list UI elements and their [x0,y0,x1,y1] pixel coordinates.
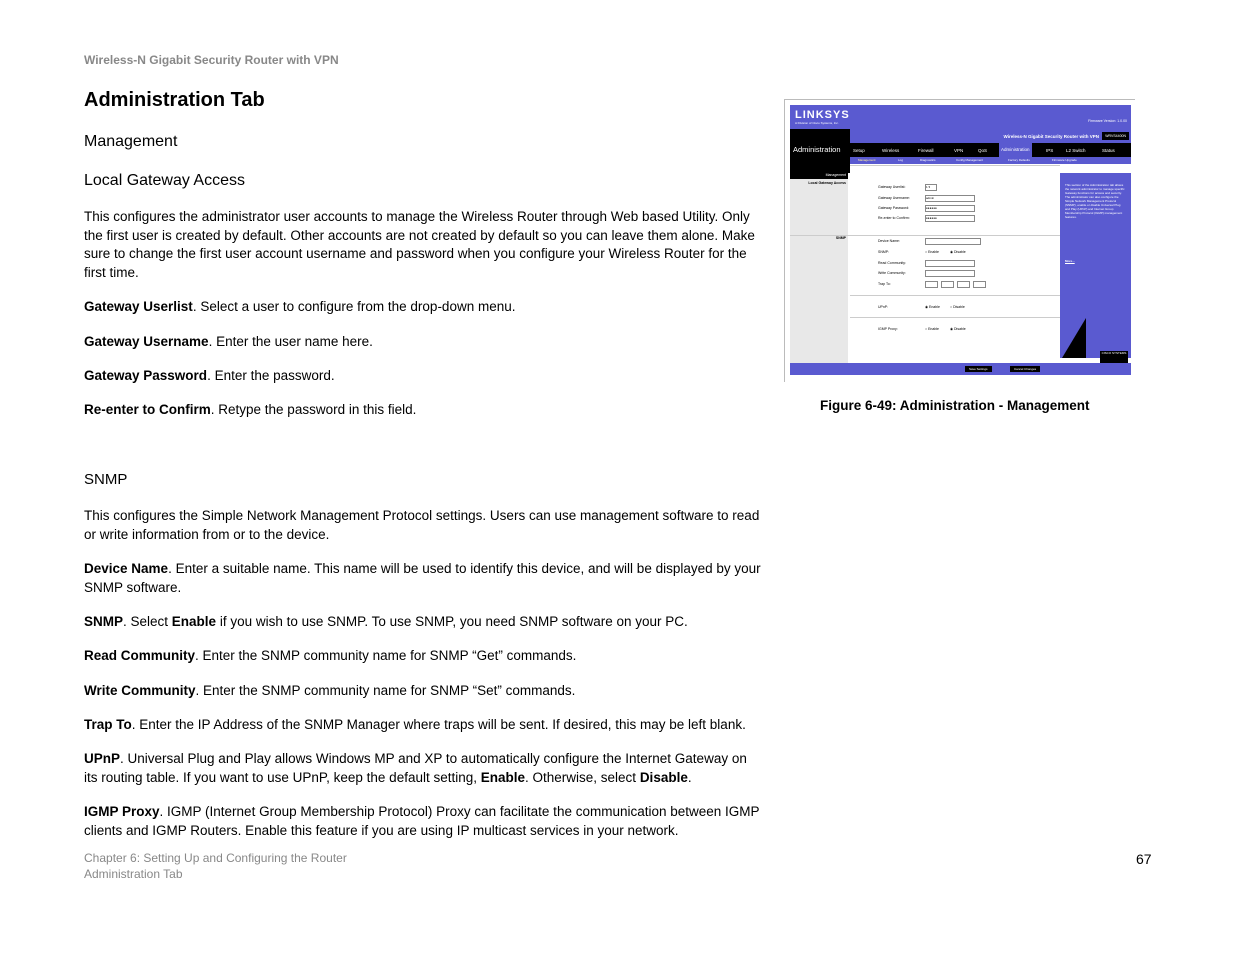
emph: Enable [480,769,526,785]
label-read-community: Read Community: [878,261,907,265]
divider [850,295,1060,296]
subtab-config-management[interactable]: Config Management [956,158,984,162]
linksys-logo: LINKSYS [795,109,850,121]
radio-label: Disable [954,250,966,254]
local-gateway-intro: This configures the administrator user accounts to manage the Wireless Router through Web based Utility. Only the first user is created by default. Other accounts are not created by default so you can leave them alone. Make sure to change the first user account username and password when you configure your Wireless Router for the first time. [84,209,755,280]
cisco-logo: CISCO SYSTEMS [1100,351,1128,367]
item-gateway-userlist [84,298,764,317]
item-gateway-password [84,367,764,386]
product-name: Wireless-N Gigabit Security Router with VPN [1003,134,1099,139]
input-trap-octet-2[interactable] [941,281,954,288]
item-snmp [84,613,764,632]
term: SNMP [84,614,124,629]
subtab-diagnostics[interactable]: Diagnostics [920,158,936,162]
term: Gateway Username [84,334,209,349]
item-reenter-confirm [84,401,764,420]
desc: . IGMP (Internet Group Membership Protocol) Proxy can facilitate the communication between IGMP clients and IGMP Routers. Enable this feature if you are using IP multicast services in your network. [84,804,760,838]
item-upnp [84,750,764,787]
divider [850,165,1060,166]
tab-wireless[interactable]: Wireless [882,148,900,153]
input-reenter-confirm[interactable]: ●●●●●● [925,215,975,222]
radio-upnp-disable[interactable]: ○ Disable [950,305,965,309]
input-gateway-username[interactable]: admin [925,195,975,202]
page-label [790,129,850,173]
term: Read Community [84,648,196,663]
left-header-text: Management [825,173,846,177]
radio-label: Enable [929,305,940,309]
desc: . Otherwise, select [525,769,640,785]
term: IGMP Proxy [84,804,160,819]
radio-label: Disable [953,305,965,309]
desc: . Enter the password. [207,368,335,383]
desc: . Universal Plug and Play allows Windows MP and XP to automatically configure the Internet Gateway on its routing table. If you want to use UPnP, keep the default setting, [84,751,747,785]
term: Gateway Userlist [84,299,193,314]
term: Gateway Password [84,368,208,383]
product-bar [850,129,1131,143]
desc: . Enter the IP Address of the SNMP Manager where traps will be sent. If desired, this may be left blank. [131,717,746,732]
subtab-log[interactable]: Log [898,158,904,162]
main-tabs [850,143,1131,157]
sub-tabs [850,157,1131,164]
desc: if you wish to use SNMP. To use SNMP, you need SNMP software on your PC. [216,614,688,629]
snmp-intro: This configures the Simple Network Management Protocol settings. Users can use management software to read or write information from or to the device. [84,508,760,542]
desc: . [687,769,692,785]
divider [790,235,1060,236]
firmware-version: Firmware Version: 1.0.00 [1088,119,1127,123]
subtab-factory-defaults[interactable]: Factory Defaults [1008,158,1030,162]
tab-l2-switch[interactable]: L2 Switch [1066,148,1086,153]
figure-screenshot [784,99,1135,382]
button-bar [790,363,1131,375]
help-text: This section of the Administration tab allows the network administrator to manage specific Gateway functions for access and security. The administrator can also configure the Simple Network Management Protocol (SNMP), enable or disable Universal Plug and Play (UPnP) and Internet Group Membership Protocol (IGMP) management features. [1065,183,1125,219]
heading-snmp: SNMP [84,471,128,488]
emph: Disable [639,769,688,785]
input-trap-octet-4[interactable] [973,281,986,288]
tab-setup[interactable]: Setup [853,148,865,153]
left-header [790,173,848,179]
subtab-management[interactable]: Management [858,158,876,162]
page-label-text: Administration [793,145,841,154]
emph: Enable [171,614,217,629]
input-read-community[interactable] [925,260,975,267]
left-label-snmp: SNMP [835,236,846,240]
router-admin-screenshot [790,105,1131,375]
figure-caption: Figure 6-49: Administration - Management [820,398,1090,413]
radio-igmp-enable[interactable]: ○ Enable [925,327,939,331]
label-gateway-username: Gateway Username: [878,196,910,200]
item-read-community [84,647,764,666]
item-trap-to [84,716,764,735]
subtab-firmware-upgrade[interactable]: Firmware Upgrade [1052,158,1077,162]
label-gateway-userlist: Gateway Userlist: [878,185,906,189]
radio-igmp-disable[interactable]: ◉ Disable [950,327,966,331]
footer-chapter: Chapter 6: Setting Up and Configuring the Router [84,851,347,865]
tab-qos[interactable]: QoS [978,148,988,153]
model-badge: WRVS4400N [1102,132,1129,140]
term: Trap To [84,717,132,732]
radio-label: Disable [954,327,966,331]
input-gateway-password[interactable]: ●●●●●● [925,205,975,212]
radio-label: Enable [928,250,939,254]
term: UPnP [84,751,121,766]
term: Re-enter to Confirm [84,402,211,417]
term: Device Name [84,561,169,576]
heading-local-gateway-access: Local Gateway Access [84,172,245,189]
tab-status[interactable]: Status [1102,148,1115,153]
radio-snmp-disable[interactable]: ◉ Disable [950,250,966,254]
label-snmp: SNMP: [878,250,890,254]
desc: . Enter the SNMP community name for SNMP “Get” commands. [195,648,577,663]
page-number: 67 [1136,851,1152,867]
subsection-management: Management [84,133,178,150]
label-device-name: Device Name: [878,239,900,243]
select-gateway-userlist[interactable]: 1 ▾ [925,184,937,191]
help-more-link[interactable]: More... [1065,259,1075,263]
radio-snmp-enable[interactable]: ○ Enable [925,250,939,254]
label-igmp-proxy: IGMP Proxy: [878,327,898,331]
desc: . Enter a suitable name. This name will be used to identify this device, and will be displayed by your SNMP software. [84,561,761,595]
desc: . Enter the user name here. [208,334,373,349]
footer-section: Administration Tab [84,867,183,881]
left-label-local-gateway: Local Gateway Access [808,181,846,185]
label-reenter-confirm: Re-enter to Confirm: [878,216,910,220]
item-write-community [84,682,764,701]
input-write-community[interactable] [925,270,975,277]
tab-administration[interactable]: Administration [999,143,1032,157]
label-upnp: UPnP: [878,305,889,309]
input-device-name[interactable] [925,238,981,245]
radio-label: Enable [928,327,939,331]
decorative-wedge [1062,318,1086,358]
term: Write Community [84,683,196,698]
desc: . Select [123,614,172,629]
left-column [790,173,848,363]
running-header: Wireless-N Gigabit Security Router with VPN [84,53,339,67]
item-device-name [84,560,764,597]
item-igmp-proxy [84,803,764,840]
cancel-changes-button[interactable]: Cancel Changes [1010,366,1040,372]
tab-vpn[interactable]: VPN [954,148,964,153]
input-trap-octet-1[interactable] [925,281,938,288]
footer [84,850,347,882]
radio-upnp-enable[interactable]: ◉ Enable [925,305,940,309]
desc: . Select a user to configure from the drop-down menu. [192,299,516,314]
divider [850,317,1060,318]
label-gateway-password: Gateway Password: [878,206,910,210]
item-gateway-username [84,333,764,352]
save-settings-button[interactable]: Save Settings [965,366,992,372]
tab-firewall[interactable]: Firewall [918,148,934,153]
tab-ips[interactable]: IPS [1046,148,1054,153]
section-title: Administration Tab [84,89,265,111]
screenshot-banner [790,105,1131,129]
label-trap-to: Trap To: [878,282,891,286]
desc: . Retype the password in this field. [210,402,417,417]
input-trap-octet-3[interactable] [957,281,970,288]
tagline: A Division of Cisco Systems, Inc. [795,121,839,125]
label-write-community: Write Community: [878,271,906,275]
desc: . Enter the SNMP community name for SNMP “Set” commands. [195,683,576,698]
